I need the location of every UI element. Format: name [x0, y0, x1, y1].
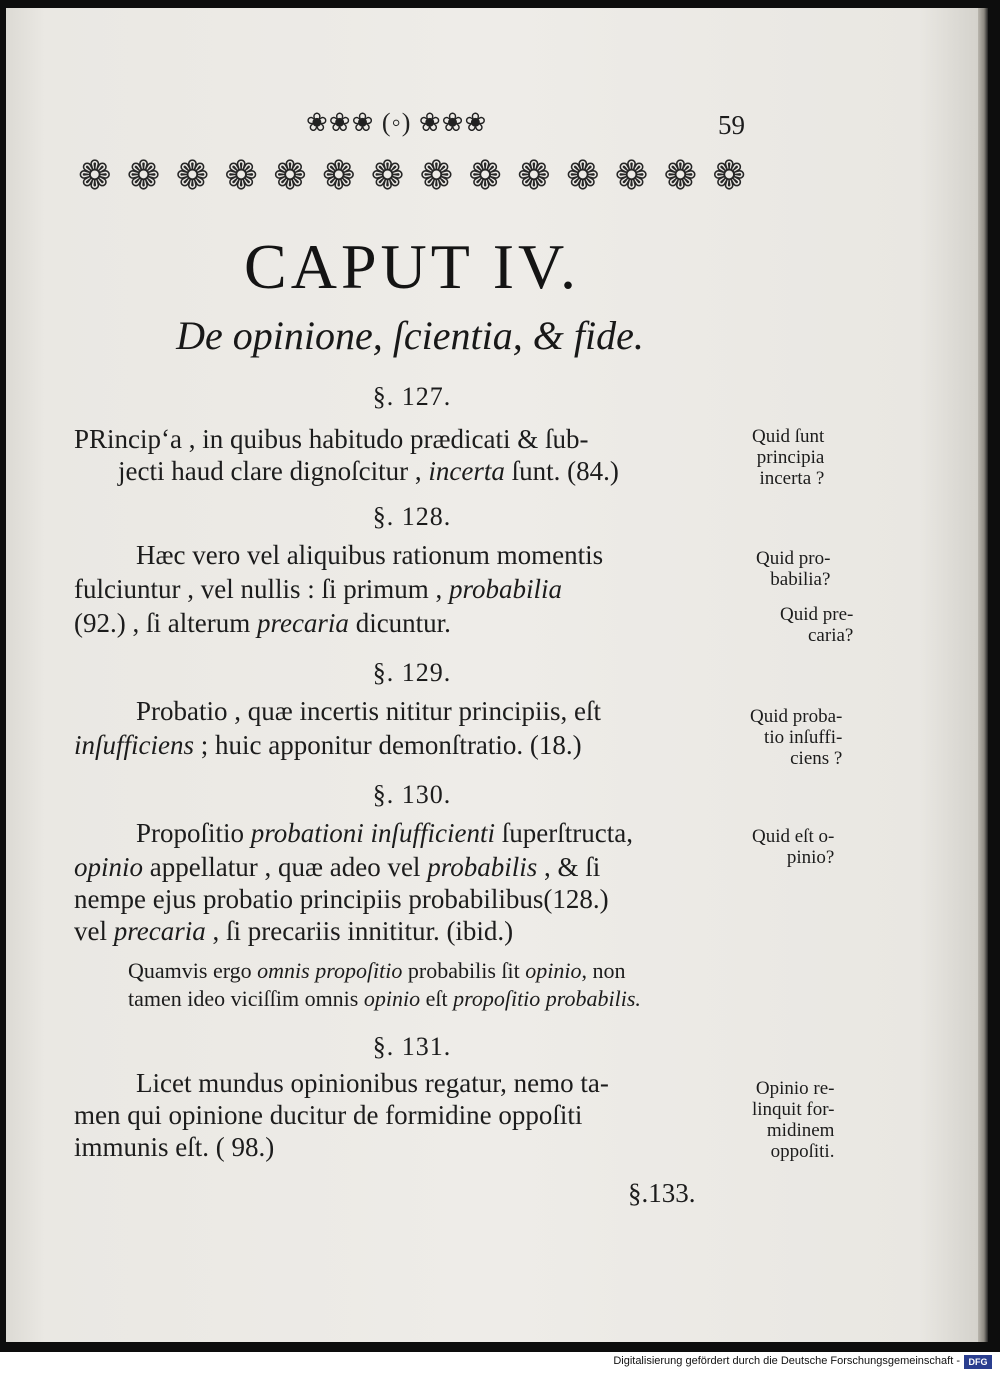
margin-note-line: midinem [766, 1120, 835, 1141]
body-line [136, 696, 601, 727]
italic-term: precaria [256, 608, 349, 638]
page-edge [978, 8, 988, 1342]
text-run: , & ſi [537, 852, 601, 882]
page-number: 59 [718, 110, 745, 140]
text-run: fulciuntur , vel nullis : ſi primum , [74, 574, 449, 604]
italic-term: probabilis [427, 852, 538, 882]
italic-term: opinio [74, 852, 144, 882]
italic-term: probationi inſufficienti [250, 818, 496, 848]
text-run: (92.) , ſi alterum [74, 608, 257, 638]
catchword: §.133. [628, 1178, 696, 1208]
italic-term: precaria [113, 916, 206, 946]
note-line [128, 958, 625, 984]
text-run: men qui opinione ducitur de formidine oppoſiti [74, 1100, 583, 1130]
text-run: Licet mundus opinionibus regatur, nemo ta- [136, 1068, 609, 1098]
body-line [136, 818, 633, 849]
body-line [74, 852, 600, 883]
margin-note [756, 548, 830, 590]
text-run: vel [74, 916, 114, 946]
margin-note-line: pinio? [786, 847, 835, 868]
text-run: ; huic apponitur demonſtratio. (18.) [193, 730, 582, 760]
text-run: immunis eſt. ( 98.) [74, 1132, 275, 1162]
italic-term: opinio [363, 986, 421, 1011]
body-line [74, 1100, 582, 1131]
body-line [74, 884, 609, 915]
ornament-band: ❁ ❁ ❁ ❁ ❁ ❁ ❁ ❁ ❁ ❁ ❁ ❁ ❁ ❁ [78, 153, 746, 199]
text-run: ſuperſtructa, [495, 818, 633, 848]
text-run: jecti haud clare dignoſcitur , [118, 456, 429, 486]
margin-note-line: Opinio re- [755, 1078, 835, 1099]
text-run: dicuntur. [348, 608, 451, 638]
margin-note [752, 426, 824, 489]
margin-note [780, 604, 853, 646]
text-run: tamen ideo viciſſim omnis [128, 986, 364, 1011]
margin-note-line: Quid eſt o- [752, 826, 835, 847]
section-heading: §. 127. [372, 382, 452, 411]
text-run: Propoſitio [136, 818, 251, 848]
body-line [118, 456, 619, 487]
dfg-logo: DFG [964, 1355, 992, 1369]
margin-note-line: babilia? [770, 569, 831, 590]
note-line [128, 986, 641, 1012]
digitization-credit: Digitalisierung gefördert durch die Deutsche Forschungsgemeinschaft - [613, 1355, 960, 1367]
italic-term: opinio [525, 958, 582, 983]
margin-note-line: Quid proba- [750, 706, 843, 727]
margin-note-line: ciens ? [790, 748, 843, 769]
body-line [136, 540, 603, 571]
text-run: Probatio , quæ incertis nititur principiis, eſt [136, 696, 601, 726]
body-line [74, 1132, 274, 1163]
header-ornament: ❀❀❀ (◦) ❀❀❀ [306, 108, 488, 137]
text-run: appellatur , quæ adeo vel [143, 852, 428, 882]
margin-note-line: principia [756, 447, 825, 468]
text-run: PRincipʻa , in quibus habitudo prædicati & ſub- [74, 424, 589, 454]
italic-term: omnis propoſitio [257, 958, 403, 983]
margin-note [752, 826, 834, 868]
margin-note-line: incerta ? [759, 468, 825, 489]
italic-term: propoſitio probabilis. [453, 986, 641, 1011]
text-run: Quamvis ergo [128, 958, 258, 983]
margin-note-line: caria? [808, 625, 854, 646]
body-line [136, 1068, 609, 1099]
text-run: nempe ejus probatio principiis probabilibus(128.) [74, 884, 609, 914]
italic-term: inſufficiens [74, 730, 194, 760]
margin-note [750, 706, 842, 769]
body-line [74, 916, 513, 947]
margin-note-line: linquit for- [752, 1099, 835, 1120]
text-run: eſt [420, 986, 454, 1011]
section-heading: §. 131. [372, 1032, 452, 1061]
section-heading: §. 129. [372, 658, 452, 687]
chapter-title: CAPUT IV. [244, 231, 580, 302]
margin-note-line: Quid ſunt [752, 426, 825, 447]
margin-note-line: Quid pro- [756, 548, 831, 569]
text-run: , ſi precariis innititur. (ibid.) [205, 916, 514, 946]
margin-note-line: tio inſuffi- [764, 727, 843, 748]
text-run: probabilis ſit [402, 958, 526, 983]
section-heading: §. 128. [372, 502, 452, 531]
margin-note-line: Quid pre- [780, 604, 854, 625]
chapter-subtitle: De opinione, ſcientia, & fide. [176, 313, 644, 358]
text-run: , non [581, 958, 626, 983]
body-line [74, 608, 451, 639]
text-run: Hæc vero vel aliquibus rationum momentis [136, 540, 604, 570]
margin-note-line: oppoſiti. [770, 1141, 835, 1162]
body-line [74, 574, 562, 605]
italic-term: probabilia [448, 574, 562, 604]
section-heading: §. 130. [372, 780, 452, 809]
body-line [74, 424, 588, 455]
italic-term: incerta [428, 456, 505, 486]
margin-note [752, 1078, 834, 1162]
text-run: ſunt. (84.) [504, 456, 619, 486]
body-line [74, 730, 582, 761]
